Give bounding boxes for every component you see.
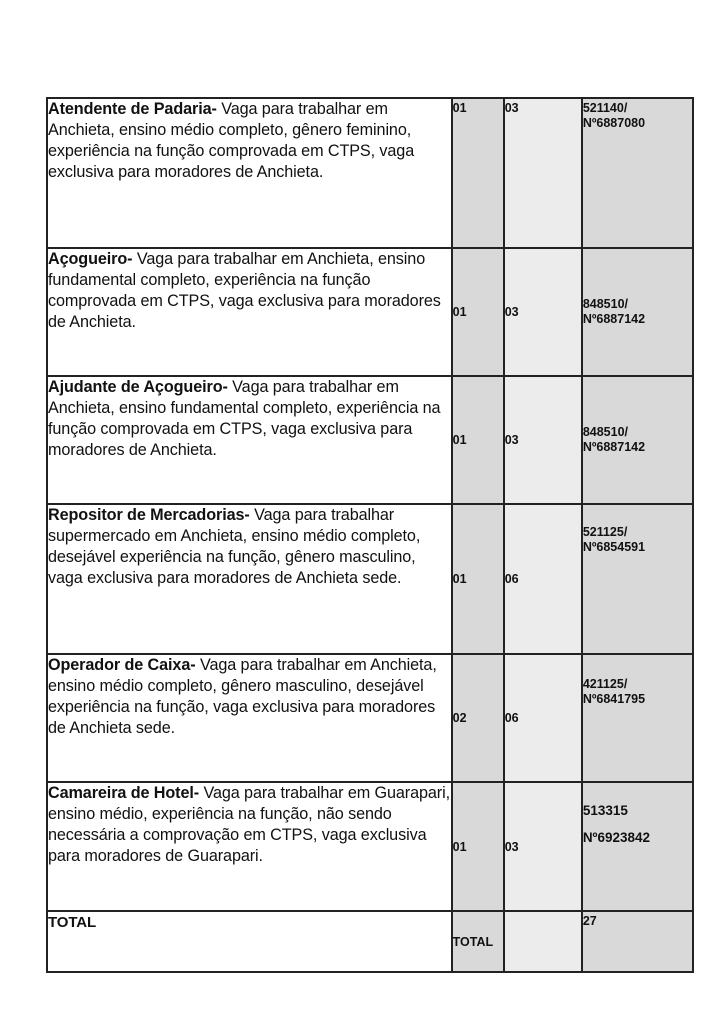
job-description: Vaga para trabalhar em Guarapari, ensino médio, experiência na função, não sendo necessária a comprovação em CTPS, vaga exclusiva para moradores de Guarapari. bbox=[48, 784, 450, 865]
vacancy-number: Nº6841795 bbox=[582, 692, 646, 706]
vacancy-number: Nº6854591 bbox=[582, 540, 646, 554]
count-cell: 06 bbox=[504, 504, 582, 654]
cbo-code: 521125/ bbox=[582, 525, 628, 539]
total-empty-cell bbox=[504, 911, 582, 972]
job-description-cell bbox=[47, 782, 452, 911]
quantity-cell: 01 bbox=[452, 376, 504, 504]
job-title: Atendente de Padaria- bbox=[48, 100, 217, 118]
quantity-cell: 01 bbox=[452, 782, 504, 911]
quantity-cell: 01 bbox=[452, 248, 504, 376]
table-row bbox=[47, 98, 693, 248]
total-value: 27 bbox=[582, 911, 693, 972]
cbo-code: 421125/ bbox=[582, 677, 628, 691]
table-row bbox=[47, 654, 693, 782]
quantity-cell: 01 bbox=[452, 504, 504, 654]
code-cell bbox=[582, 376, 693, 504]
job-description: Vaga para trabalhar supermercado em Anchieta, ensino médio completo, desejável experiência na função, gênero masculino, vaga exclusiva para moradores de Anchieta sede. bbox=[48, 506, 421, 587]
job-title: Ajudante de Açogueiro- bbox=[48, 378, 228, 396]
job-title: Repositor de Mercadorias- bbox=[48, 506, 250, 524]
total-qty-label: TOTAL bbox=[452, 911, 504, 972]
count-cell: 03 bbox=[504, 248, 582, 376]
total-label: TOTAL bbox=[47, 911, 452, 972]
job-description: Vaga para trabalhar em Anchieta, ensino médio completo, gênero masculino, desejável experiência na função, vaga exclusiva para moradores de Anchieta sede. bbox=[48, 656, 437, 737]
job-description-cell bbox=[47, 98, 452, 248]
table-row bbox=[47, 504, 693, 654]
job-description: Vaga para trabalhar em Anchieta, ensino médio completo, gênero feminino, experiência na função comprovada em CTPS, vaga exclusiva para moradores de Anchieta. bbox=[48, 100, 415, 181]
code-cell bbox=[582, 504, 693, 654]
quantity-cell: 02 bbox=[452, 654, 504, 782]
cbo-code: 848510/ bbox=[582, 297, 628, 311]
job-description-cell bbox=[47, 376, 452, 504]
vacancy-number: Nº6887142 bbox=[582, 440, 646, 454]
total-row bbox=[47, 911, 693, 972]
vacancy-number: Nº6887080 bbox=[582, 116, 646, 130]
count-cell: 03 bbox=[504, 376, 582, 504]
job-title: Camareira de Hotel- bbox=[48, 784, 200, 802]
cbo-code: 848510/ bbox=[582, 425, 628, 439]
job-description-cell bbox=[47, 248, 452, 376]
count-cell: 06 bbox=[504, 654, 582, 782]
job-title: Açogueiro- bbox=[48, 250, 133, 268]
table-row bbox=[47, 248, 693, 376]
table-row bbox=[47, 782, 693, 911]
table-row bbox=[47, 376, 693, 504]
code-cell bbox=[582, 654, 693, 782]
job-description-cell bbox=[47, 654, 452, 782]
code-cell bbox=[582, 248, 693, 376]
vacancy-number: Nº6923842 bbox=[582, 830, 651, 845]
job-title: Operador de Caixa- bbox=[48, 656, 196, 674]
job-vacancies-table bbox=[46, 97, 694, 973]
quantity-cell: 01 bbox=[452, 98, 504, 248]
job-description: Vaga para trabalhar em Anchieta, ensino fundamental completo, experiência na função comprovada em CTPS, vaga exclusiva para moradores de Anchieta. bbox=[48, 378, 441, 459]
cbo-code: 513315 bbox=[582, 803, 628, 818]
code-cell bbox=[582, 782, 693, 911]
job-description-cell bbox=[47, 504, 452, 654]
code-cell bbox=[582, 98, 693, 248]
job-description: Vaga para trabalhar em Anchieta, ensino fundamental completo, experiência na função comprovada em CTPS, vaga exclusiva para moradores de Anchieta. bbox=[48, 250, 441, 331]
count-cell: 03 bbox=[504, 782, 582, 911]
vacancy-number: Nº6887142 bbox=[582, 312, 646, 326]
count-cell: 03 bbox=[504, 98, 582, 248]
cbo-code: 521140/ bbox=[582, 101, 628, 115]
